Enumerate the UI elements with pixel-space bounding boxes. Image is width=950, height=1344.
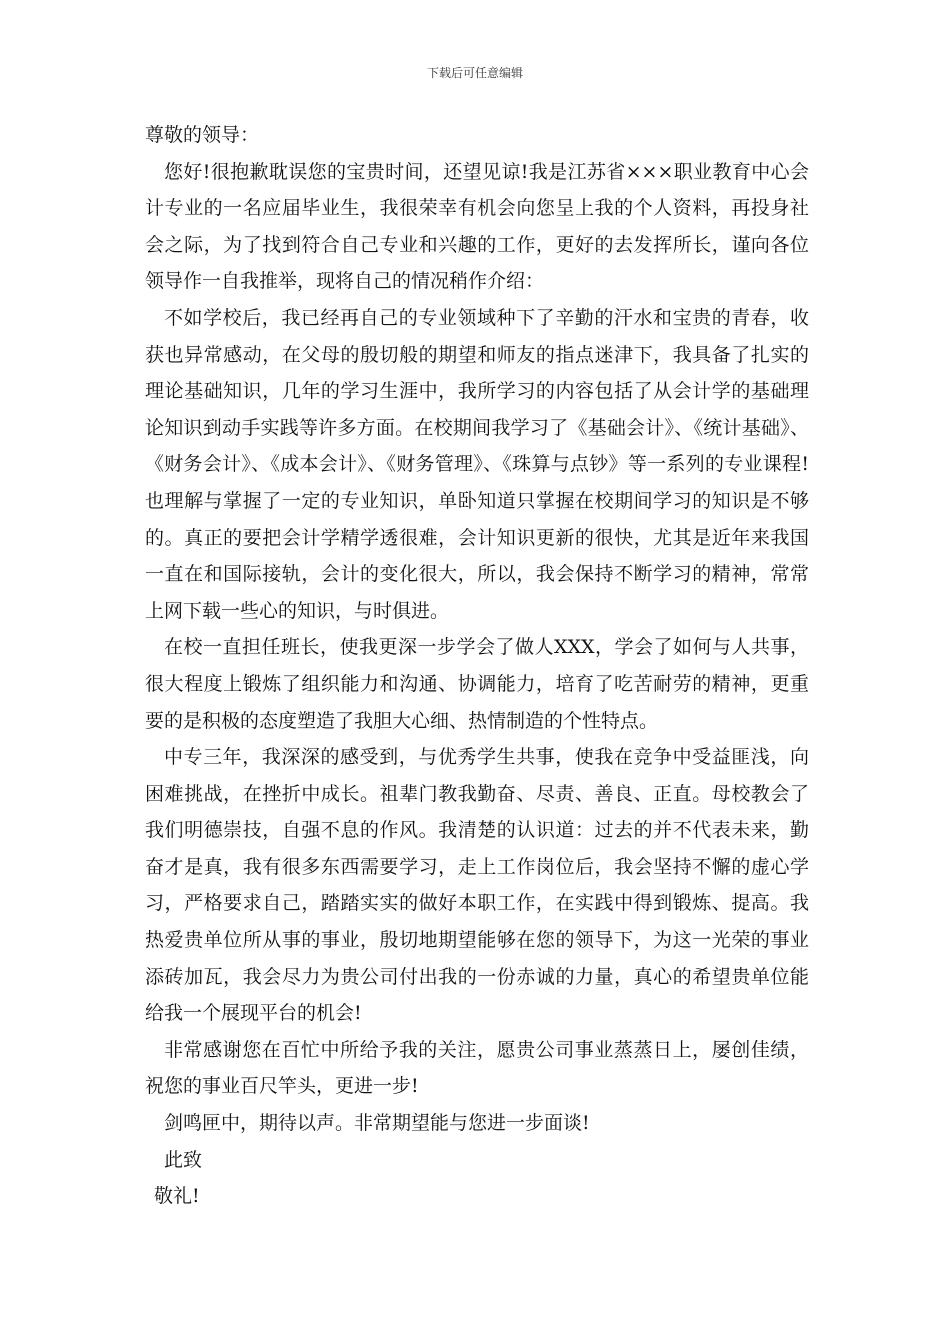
page-header-note: 下载后可任意编辑 — [426, 66, 523, 80]
letter-paragraph: 剑鸣匣中，期待以声。非常期望能与您进一步面谈! — [164, 1112, 590, 1135]
letter-paragraph: 不如学校后，我已经再自己的专业领域种下了辛勤的汗水和宝贵的青春，收获也异常感动，在父母的殷切般的期望和师友的指点迷津下，我具备了扎实的理论基础知识，几年的学习生涯中，我所学习的内容包括了从会计学的基础理论知识到动手实践等许多方面。在校期间我学习了《基础会计》、《统计基础》、《财务会计》、《成本会计》、《财务管理》、《珠算与点钞》等一系列的专业课程!也理解与掌握了一定的专业知识，单卧知道只掌握在校期间学习的知识是不够的。真正的要把会计学精学透很难，会计知识更新的很快，尤其是近年来我国一直在和国际接轨，会计的变化很大，所以，我会保持不断学习的精神，常常上网下载一些心的知识，与时俱进。 — [145, 306, 809, 622]
letter-paragraph: 非常感谢您在百忙中所给予我的关注，愿贵公司事业蒸蒸日上，屡创佳绩，祝您的事业百尺竿头，更进一步! — [145, 1038, 809, 1098]
letter-paragraph: 在校一直担任班长，使我更深一步学会了做人XXX，学会了如何与人共事，很大程度上锻炼了组织能力和沟通、协调能力，培育了吃苦耐劳的精神，更重要的是积极的态度塑造了我胆大心细、热情制造的个性特点。 — [145, 636, 809, 732]
letter-paragraph: 您好!很抱歉耽误您的宝贵时间，还望见谅!我是江苏省×××职业教育中心会计专业的一名应届毕业生，我很荣幸有机会向您呈上我的个人资料，再投身社会之际，为了找到符合自己专业和兴趣的工作，更好的去发挥所长，谨向各位领导作一自我推举，现将自己的情况稍作介绍： — [145, 160, 809, 293]
letter-paragraph: 中专三年，我深深的感受到，与优秀学生共事，使我在竞争中受益匪浅，向困难挑战，在挫折中成长。祖辈门教我勤奋、尽责、善良、正直。母校教会了我们明德崇技，自强不息的作风。我清楚的认识道：过去的并不代表未来，勤奋才是真，我有很多东西需要学习，走上工作岗位后，我会坚持不懈的虚心学习，严格要求自己，踏踏实实的做好本职工作，在实践中得到锻炼、提高。我热爱贵单位所从事的事业，殷切地期望能够在您的领导下，为这一光荣的事业添砖加瓦，我会尽力为贵公司付出我的一份赤诚的力量，真心的希望贵单位能给我一个展现平台的机会! — [145, 746, 809, 1025]
letter-closing-regards: 敬礼! — [154, 1185, 200, 1208]
letter-body — [145, 117, 809, 1215]
letter-closing-salutation: 此致 — [164, 1148, 203, 1171]
letter-greeting: 尊敬的领导： — [145, 124, 260, 146]
